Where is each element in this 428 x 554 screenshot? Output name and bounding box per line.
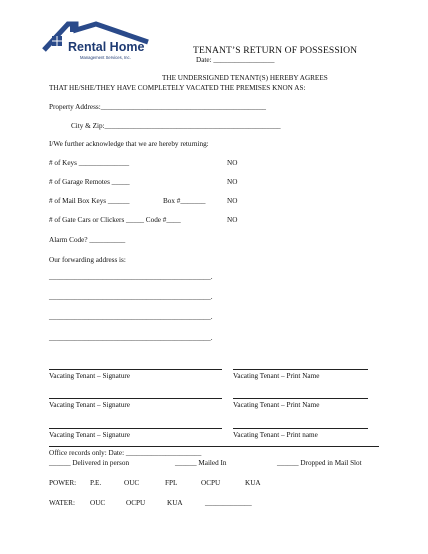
- acknowledge-text: I/We further acknowledge that we are hereby returning:: [49, 140, 209, 148]
- intro-line-2: THAT HE/SHE/THEY HAVE COMPLETELY VACATED THE PREMISES KNON AS:: [49, 84, 306, 92]
- signature-line-1-left[interactable]: [49, 369, 222, 370]
- gate-no: NO: [227, 216, 238, 224]
- keys-no: NO: [227, 159, 238, 167]
- dropped-in-mail-slot[interactable]: ______ Dropped in Mail Slot: [277, 459, 362, 467]
- power-label: POWER:: [49, 479, 77, 487]
- signature-label-3: Vacating Tenant – Signature: [49, 431, 130, 439]
- power-ocpu[interactable]: OCPU: [201, 479, 221, 487]
- delivered-in-person[interactable]: ______ Delivered in person: [49, 459, 130, 467]
- alarm-code-field[interactable]: Alarm Code? __________: [49, 236, 126, 244]
- logo-subtitle: Management Services, Inc.: [80, 55, 131, 60]
- water-label: WATER:: [49, 499, 75, 507]
- forwarding-line-3[interactable]: _____________________________________________.: [49, 313, 213, 321]
- water-kua[interactable]: KUA: [167, 499, 183, 507]
- signature-line-3-left[interactable]: [49, 428, 222, 429]
- forwarding-line-4[interactable]: _____________________________________________.: [49, 334, 213, 342]
- print-name-line-1-right[interactable]: [233, 369, 368, 370]
- power-pe[interactable]: P.E.: [90, 479, 102, 487]
- mailbox-keys-field[interactable]: # of Mail Box Keys ______: [49, 197, 130, 205]
- forwarding-line-2[interactable]: _____________________________________________.: [49, 293, 213, 301]
- print-name-label-2: Vacating Tenant – Print Name: [233, 401, 320, 409]
- mailbox-no: NO: [227, 197, 238, 205]
- forwarding-line-1[interactable]: _____________________________________________.: [49, 273, 213, 281]
- print-name-label-1: Vacating Tenant – Print Name: [233, 372, 320, 380]
- mailed-in[interactable]: ______ Mailed In: [175, 459, 227, 467]
- mailbox-box-field[interactable]: Box #_______: [163, 197, 206, 205]
- print-name-line-2-right[interactable]: [233, 398, 368, 399]
- water-other-blank[interactable]: _____________: [205, 499, 252, 507]
- office-divider: [49, 446, 379, 447]
- power-ouc[interactable]: OUC: [124, 479, 140, 487]
- rental-home-logo: [36, 20, 156, 66]
- keys-field[interactable]: # of Keys ______________: [49, 159, 130, 167]
- office-records-date[interactable]: Office records only: Date: _____________________: [49, 449, 202, 457]
- power-fpl[interactable]: FPL: [165, 479, 178, 487]
- remotes-no: NO: [227, 178, 238, 186]
- water-ouc[interactable]: OUC: [90, 499, 106, 507]
- signature-label-1: Vacating Tenant – Signature: [49, 372, 130, 380]
- forwarding-label: Our forwarding address is:: [49, 256, 126, 264]
- intro-line-1: THE UNDERSIGNED TENANT(S) HEREBY AGREES: [162, 74, 328, 82]
- signature-line-2-left[interactable]: [49, 398, 222, 399]
- garage-remotes-field[interactable]: # of Garage Remotes _____: [49, 178, 130, 186]
- gate-clickers-field[interactable]: # of Gate Cars or Clickers _____ Code #____: [49, 216, 181, 224]
- date-field[interactable]: Date: _________________: [196, 56, 275, 64]
- print-name-label-3: Vacating Tenant – Print name: [233, 431, 318, 439]
- print-name-line-3-right[interactable]: [233, 428, 368, 429]
- signature-label-2: Vacating Tenant – Signature: [49, 401, 130, 409]
- power-kua[interactable]: KUA: [245, 479, 261, 487]
- property-address-field[interactable]: Property Address:______________________________________________: [49, 103, 267, 111]
- city-zip-field[interactable]: City & Zip:_________________________________________________: [71, 122, 281, 130]
- water-ocpu[interactable]: OCPU: [126, 499, 146, 507]
- logo-brand: Rental Home: [68, 40, 145, 54]
- page-title: TENANT’S RETURN OF POSSESSION: [193, 45, 358, 56]
